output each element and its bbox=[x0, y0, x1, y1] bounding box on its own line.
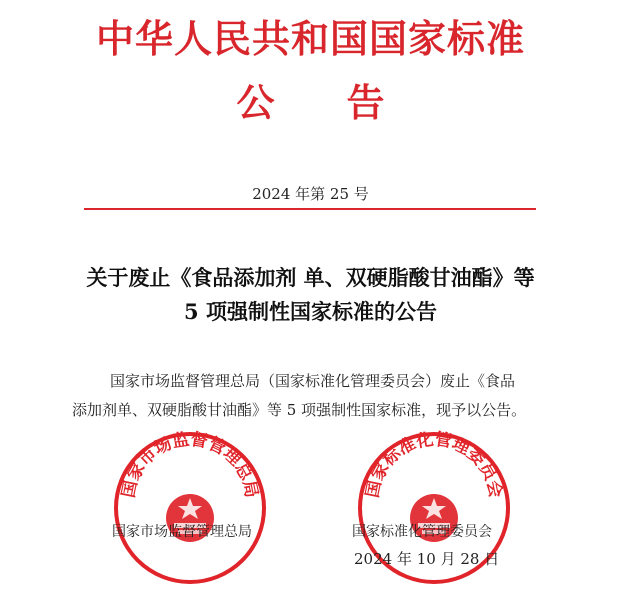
announcement-body-line-1: 国家市场监督管理总局（国家标准化管理委员会）废止《食品 bbox=[110, 372, 516, 390]
announcement-title-line-1: 关于废止《食品添加剂 单、双硬脂酸甘油酯》等 bbox=[86, 265, 535, 290]
page-header-subtitle: 公告 bbox=[236, 80, 457, 125]
svg-text:国家标准化管理委员会 bbox=[363, 430, 507, 499]
announcement-title-line-2: 5 项强制性国家标准的公告 bbox=[184, 299, 437, 324]
signature-date: 2024 年 10 月 28 日 bbox=[354, 550, 500, 568]
document-number: 2024 年第 25 号 bbox=[252, 185, 369, 203]
red-divider bbox=[84, 208, 536, 210]
seal-right-text: 国家标准化管理委员会 bbox=[362, 430, 506, 500]
seal-left-text: 国家市场监督管理总局 bbox=[118, 430, 262, 500]
svg-text:国家市场监督管理总局 bbox=[119, 430, 262, 499]
seal-samr-stamp bbox=[112, 430, 268, 586]
signature-right: 国家标准化管理委员会 bbox=[352, 524, 492, 540]
announcement-body-line-2: 添加剂单、双硬脂酸甘油酯》等 5 项强制性国家标准，现予以公告。 bbox=[72, 401, 527, 419]
signature-left: 国家市场监督管理总局 bbox=[112, 524, 252, 540]
page-header-title: 中华人民共和国国家标准 bbox=[95, 16, 525, 61]
